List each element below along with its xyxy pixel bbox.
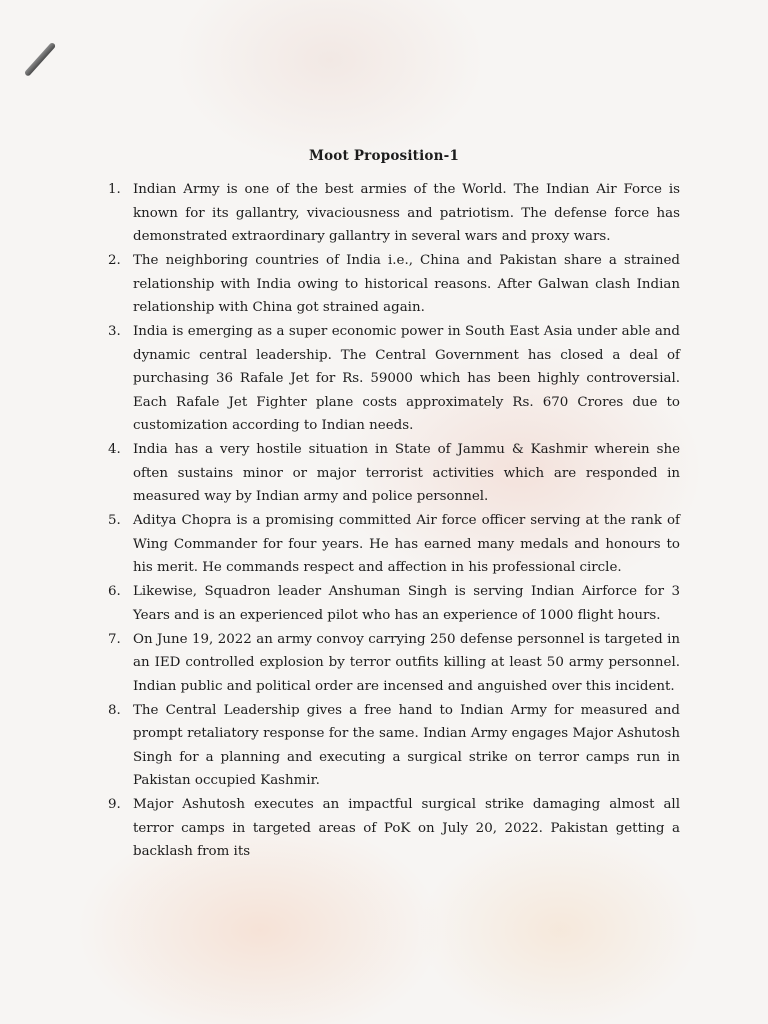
staple-mark [24, 42, 57, 77]
paragraph-number: 1. [108, 182, 121, 197]
paragraph-7 [108, 628, 680, 699]
paragraph-list [108, 178, 680, 864]
paragraph-8 [108, 699, 680, 793]
paragraph-number: 7. [108, 631, 121, 647]
paragraph-4 [108, 438, 680, 509]
paragraph-number: 5. [108, 513, 121, 528]
paragraph-text: The neighboring countries of India i.e., China and Pakistan share a strained relationship with India owing to historical reasons. After Galwan clash Indian relationship with China got strained again. [133, 253, 680, 315]
paragraph-number: 9. [108, 797, 121, 812]
paragraph-number: 4. [108, 442, 121, 457]
paragraph-text: Indian Army is one of the best armies of the World. The Indian Air Force is known for its gallantry, vivaciousness and patriotism. The defense force has demonstrated extraordinary gallantry in several wars and proxy wars. [133, 182, 680, 244]
paragraph-text: Major Ashutosh executes an impactful surgical strike damaging almost all terror camps in targeted areas of PoK on July 20, 2022. Pakistan getting a backlash from its [133, 797, 680, 859]
paragraph-9 [108, 793, 680, 864]
paragraph-3 [108, 320, 680, 438]
paragraph-number: 3. [108, 324, 121, 339]
paragraph-text: Aditya Chopra is a promising committed Air force officer serving at the rank of Wing Commander for four years. He has earned many medals and honours to his merit. He commands respect and affection in his professional circle. [133, 513, 680, 575]
paragraph-1 [108, 178, 680, 249]
paragraph-text: India has a very hostile situation in State of Jammu & Kashmir wherein she often sustains minor or major terrorist activities which are responded in measured way by Indian army and police personnel. [133, 442, 680, 504]
paragraph-text: India is emerging as a super economic power in South East Asia under able and dynamic central leadership. The Central Government has closed a deal of purchasing 36 Rafale Jet for Rs. 59000 which has been highly controversial. Each Rafale Jet Fighter plane costs approximately Rs. 670 Crores due to customization according to Indian needs. [133, 324, 680, 433]
paragraph-5 [108, 509, 680, 580]
paragraph-text: Likewise, Squadron leader Anshuman Singh is serving Indian Airforce for 3 Years and is an experienced pilot who has an experience of 1000 flight hours. [133, 584, 680, 623]
paragraph-number: 2. [108, 253, 121, 268]
paragraph-2 [108, 249, 680, 320]
paragraph-text: The Central Leadership gives a free hand to Indian Army for measured and prompt retaliatory response for the same. Indian Army engages Major Ashutosh Singh for a planning and executing a surgical strike on terror camps run in Pakistan occupied Kashmir. [133, 702, 680, 788]
paragraph-6 [108, 580, 680, 627]
paragraph-number: 6. [108, 584, 121, 599]
paragraph-number: 8. [108, 702, 121, 718]
paragraph-text: On June 19, 2022 an army convoy carrying 250 defense personnel is targeted in an IED controlled explosion by terror outfits killing at least 50 army personnel. Indian public and political order are incensed and anguished over this incident. [133, 631, 680, 694]
document-title: Moot Proposition-1 [308, 148, 460, 164]
